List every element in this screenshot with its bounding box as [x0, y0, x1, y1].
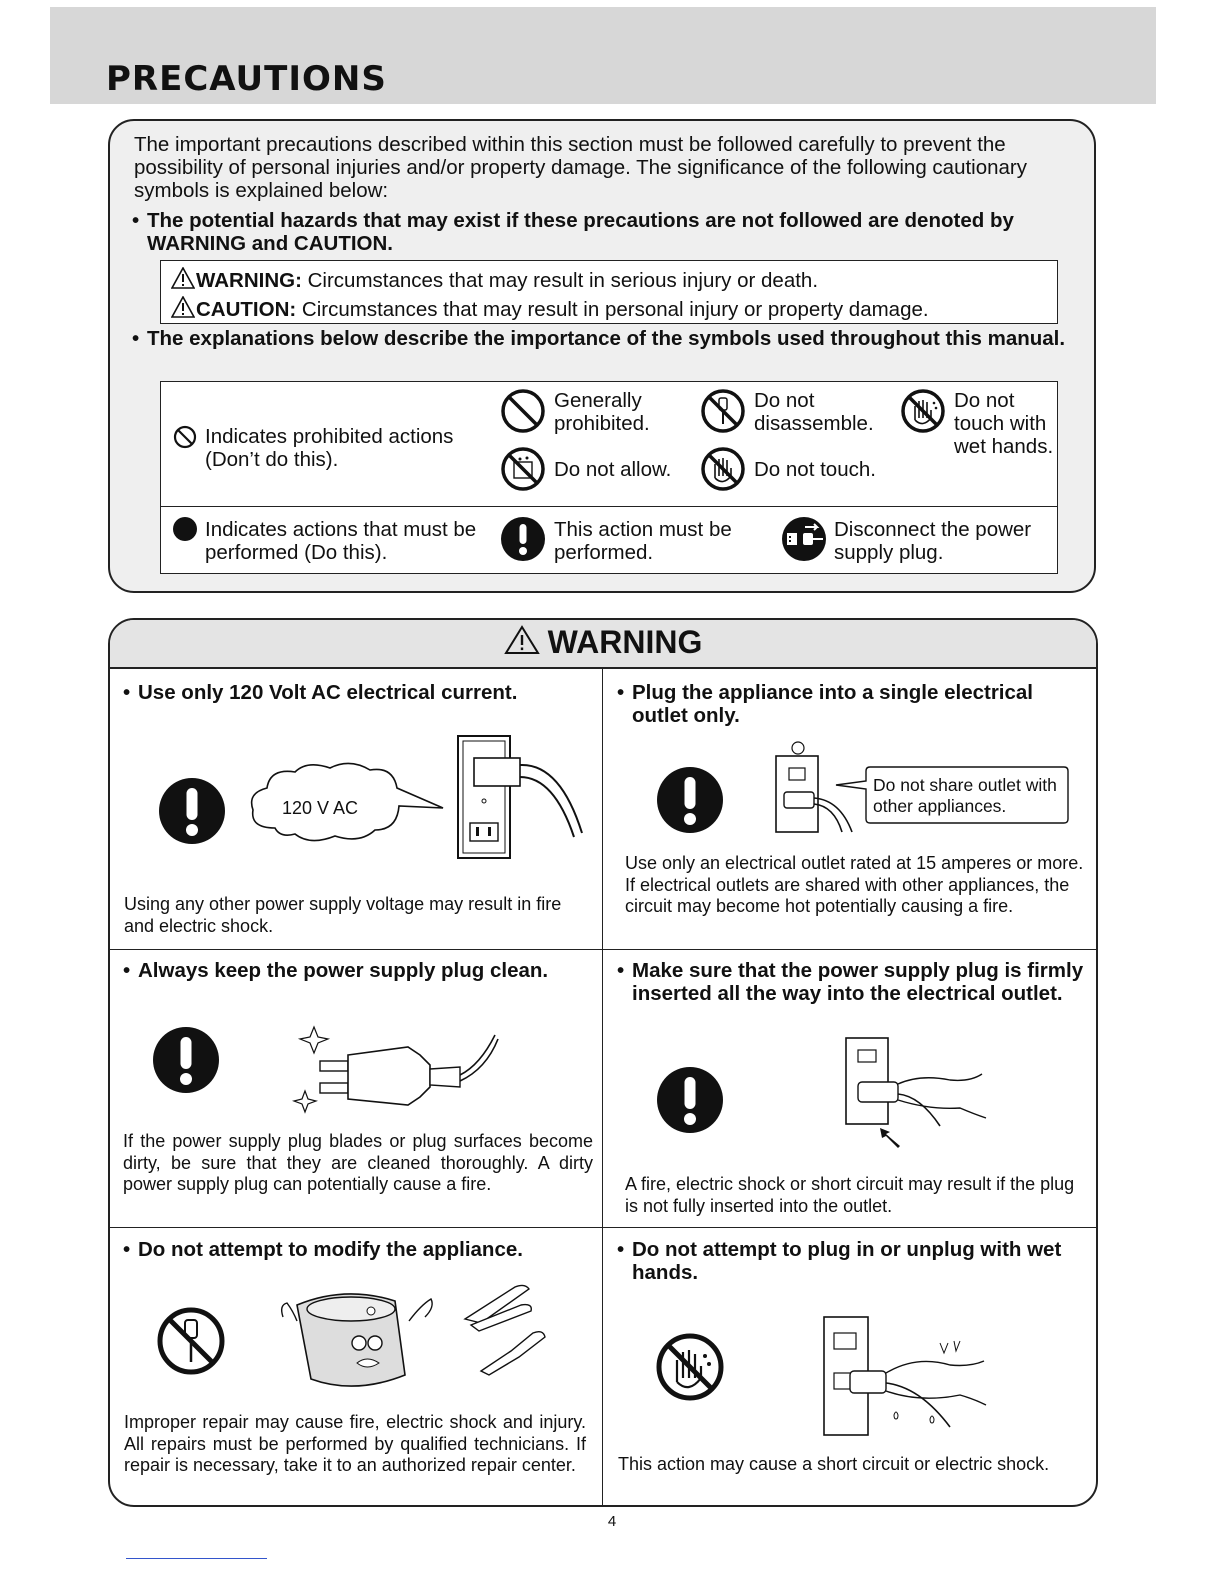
warning-cell-2-body: Use only an electrical outlet rated at 15 amperes or more. If electrical outlets are shared with other appliances, the circuit may become hot potentially causing a fire.	[625, 853, 1084, 916]
warning-cell-1-body: Using any other power supply voltage may result in fire and electric shock.	[124, 894, 562, 936]
mandatory-icon	[656, 766, 724, 834]
do-not-touch-wet-hands-icon	[900, 388, 946, 434]
warning-cell-5-title: • Do not attempt to modify the appliance.	[123, 1238, 523, 1261]
page-number: 4	[607, 1513, 617, 1530]
disconnect-plug-icon	[781, 516, 827, 562]
mandatory-icon	[656, 1066, 724, 1134]
share-outlet-callout-text: Do not share outlet with other appliances.	[873, 775, 1057, 816]
do-not-allow-icon	[500, 446, 546, 492]
warning-cell-3-title: • Always keep the power supply plug clean.	[123, 959, 549, 982]
footer-rule	[126, 1558, 267, 1559]
do-not-disassemble-label: Do not disassemble.	[754, 389, 874, 435]
do-not-disassemble-icon	[156, 1306, 226, 1376]
do-not-touch-icon	[700, 446, 746, 492]
warning-triangle-icon	[504, 625, 540, 655]
warning-cell-1-title: • Use only 120 Volt AC electrical current.	[123, 681, 518, 704]
warning-triangle-icon	[171, 267, 195, 289]
generally-prohibited-icon	[500, 388, 546, 434]
symbols-divider	[161, 506, 1057, 507]
disconnect-label: Disconnect the power supply plug.	[834, 518, 1032, 564]
warning-section	[108, 618, 1098, 1507]
warning-row-divider-2	[110, 1227, 1096, 1228]
warning-cell-4-body: A fire, electric shock or short circuit may result if the plug is not fully inserted into the outlet.	[625, 1174, 1075, 1216]
action-must-label: This action must be performed.	[554, 518, 732, 564]
insert-plug-illustration	[840, 1034, 990, 1154]
must-perform-small-icon	[172, 516, 198, 542]
warning-header	[110, 620, 1096, 669]
warning-cell-6-body: This action may cause a short circuit or electric shock.	[618, 1454, 1050, 1474]
warning-row-divider-1	[110, 949, 1096, 950]
page-title: PRECAUTIONS	[106, 59, 387, 99]
clean-plug-illustration	[290, 1025, 500, 1125]
warning-column-divider	[602, 667, 603, 1507]
do-not-disassemble-icon	[700, 388, 746, 434]
mandatory-icon	[158, 777, 226, 845]
warning-cell-6-title: • Do not attempt to plug in or unplug with wet hands.	[617, 1238, 1062, 1284]
intro-box	[108, 119, 1096, 593]
do-not-touch-wet-hands-icon	[655, 1332, 725, 1402]
page-header	[50, 7, 1156, 104]
warning-definition: WARNING: Circumstances that may result in serious injury or death.	[171, 267, 818, 293]
prohibited-label: Indicates prohibited actions (Don’t do this).	[205, 425, 454, 471]
mandatory-icon	[152, 1026, 220, 1094]
warning-cell-4-title: • Make sure that the power supply plug is firmly inserted all the way into the electrical outlet.	[617, 959, 1084, 1005]
must-perform-label: Indicates actions that must be performed (Do this).	[205, 518, 477, 564]
intro-bullet-symbols: • The explanations below describe the importance of the symbols used throughout this manual.	[132, 327, 1066, 350]
rice-cooker-and-tools-illustration	[275, 1275, 555, 1405]
voltage-callout-text: 120 V AC	[282, 798, 359, 818]
do-not-touch-label: Do not touch.	[754, 458, 876, 481]
caution-definition: CAUTION: Circumstances that may result in personal injury or property damage.	[171, 296, 929, 322]
warning-cell-3-body: If the power supply plug blades or plug surfaces become dirty, be sure that they are cleaned thoroughly. A dirty power supply plug can potentially cause a fire.	[123, 1131, 593, 1194]
symbols-legend-box	[160, 381, 1058, 574]
warning-cell-5-body: Improper repair may cause fire, electric shock and injury. All repairs must be performed by qualified technicians. If repair is necessary, take it to an authorized repair center.	[124, 1412, 586, 1475]
wet-hands-plug-illustration	[820, 1315, 990, 1440]
prohibited-small-icon	[173, 425, 197, 449]
warning-title: WARNING	[547, 624, 703, 660]
caution-triangle-icon	[171, 296, 195, 318]
do-not-touch-wet-label: Do not touch with wet hands.	[954, 389, 1054, 458]
hazard-definitions-box	[160, 260, 1058, 324]
intro-paragraph: The important precautions described within this section must be followed carefully to prevent the possibility of personal injuries and/or property damage. The significance of the following cautionary symbols is explained below:	[134, 133, 1028, 202]
intro-bullet-hazards: • The potential hazards that may exist if these precautions are not followed are denoted by WARNING and CAUTION.	[132, 209, 1014, 255]
outlet-plug-illustration	[450, 733, 590, 863]
do-not-allow-label: Do not allow.	[554, 458, 672, 481]
action-must-be-performed-icon	[500, 516, 546, 562]
warning-cell-2-title: • Plug the appliance into a single electrical outlet only.	[617, 681, 1034, 727]
generally-prohibited-label: Generally prohibited.	[554, 389, 650, 435]
